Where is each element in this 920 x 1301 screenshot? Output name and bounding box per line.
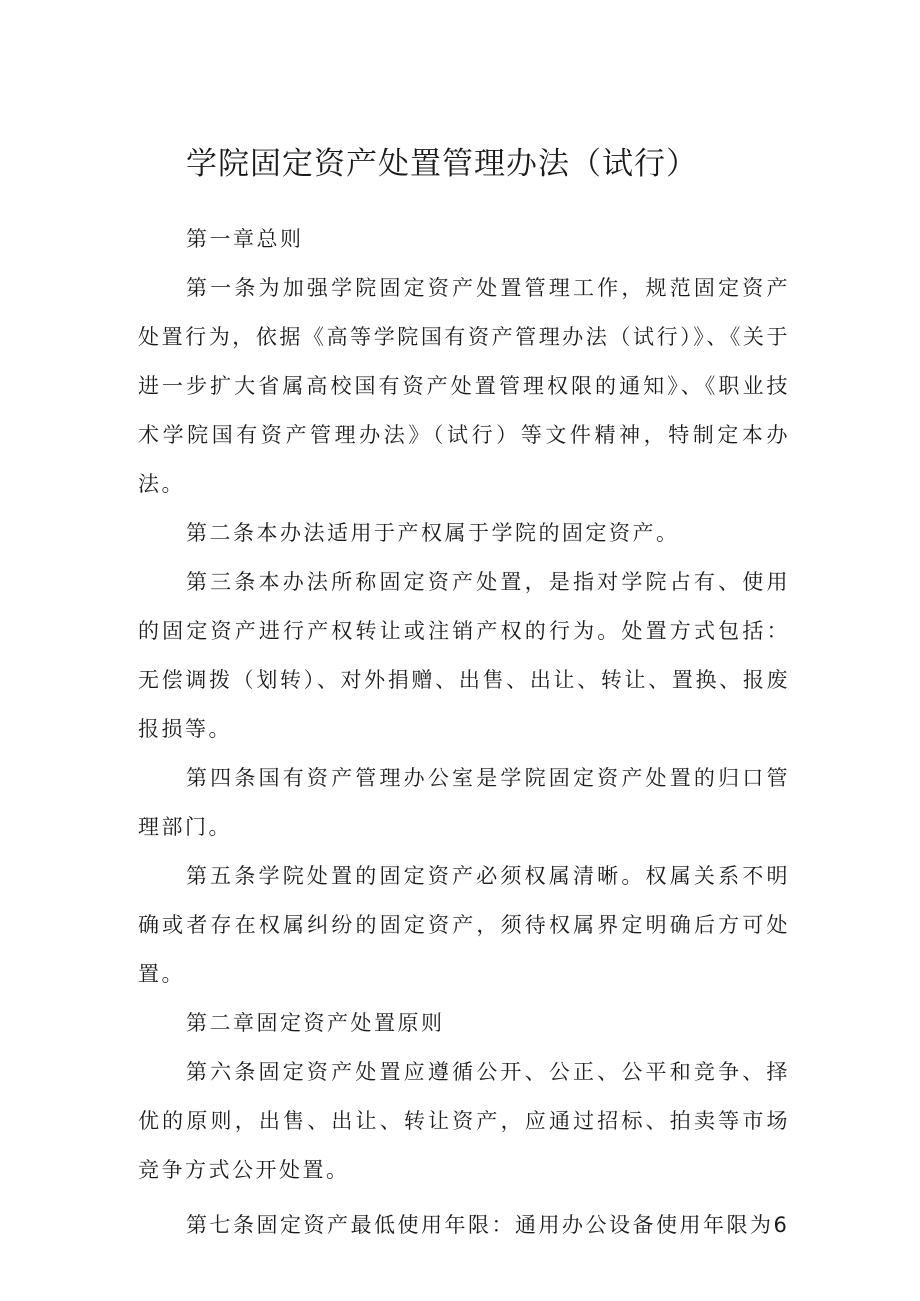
article-paragraph: 第五条学院处置的固定资产必须权属清晰。权属关系不明确或者存在权属纠纷的固定资产，须待权属界定明确后方可处置。 <box>138 864 790 986</box>
document-title: 学院固定资产处置管理办法（试行） <box>186 146 698 182</box>
article-paragraph: 第七条固定资产最低使用年限：通用办公设备使用年限为6 <box>186 1213 790 1237</box>
article-paragraph: 第三条本办法所称固定资产处置，是指对学院占有、使用的固定资产进行产权转让或注销产权的行为。处置方式包括：无偿调拨（划转）、对外捐赠、出售、出让、转让、置换、报废报损等。 <box>138 570 790 741</box>
chapter-heading: 第一章总则 <box>186 227 304 251</box>
document-body <box>138 215 790 1250</box>
chapter-heading: 第二章固定资产处置原则 <box>186 1011 445 1035</box>
article-paragraph: 第一条为加强学院固定资产处置管理工作，规范固定资产处置行为，依据《高等学院国有资产管理办法（试行）》、《关于进一步扩大省属高校国有资产处置管理权限的通知》、《职业技术学院国有资产管理办法》（试行）等文件精神，特制定本办法。 <box>138 276 790 496</box>
article-paragraph: 第四条国有资产管理办公室是学院固定资产处置的归口管理部门。 <box>138 766 790 839</box>
article-paragraph: 第二条本办法适用于产权属于学院的固定资产。 <box>186 521 680 545</box>
article-paragraph: 第六条固定资产处置应遵循公开、公正、公平和竞争、择优的原则，出售、出让、转让资产，应通过招标、拍卖等市场竞争方式公开处置。 <box>138 1060 790 1182</box>
